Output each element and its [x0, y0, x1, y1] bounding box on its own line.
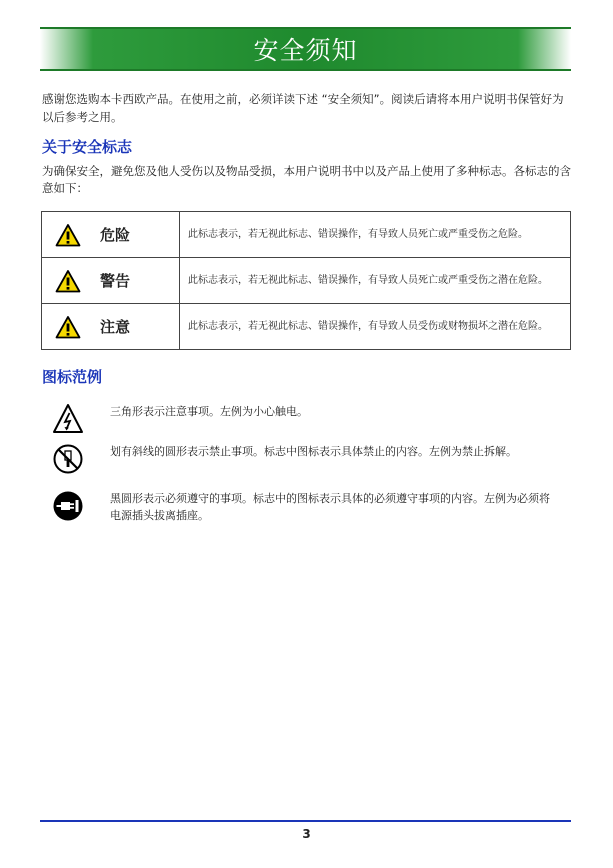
icon-example-item	[52, 490, 550, 522]
sign-label-warning: 警告	[100, 272, 131, 290]
icon-examples-heading: 图标范例	[42, 368, 103, 386]
table-row	[42, 304, 571, 350]
table-row	[42, 258, 571, 304]
icon-example-text: 黑圆形表示必须遵守的事项。标志中的图标表示具体的必须遵守事项的内容。左例为必须将电源插头拔离插座。	[110, 492, 550, 522]
footer-divider	[40, 820, 571, 822]
title-banner	[40, 27, 571, 71]
safety-marks-description: 为确保安全，避免您及他人受伤以及物品受损，本用户说明书中以及产品上使用了多种标志。各标志的含意如下：	[42, 164, 571, 195]
label-cell	[42, 212, 180, 258]
unplug-power-icon	[52, 490, 84, 522]
icon-example-item	[52, 403, 308, 435]
page-title: 安全须知	[253, 36, 358, 65]
table-row	[42, 212, 571, 258]
page-number: 3	[302, 827, 311, 841]
sign-label-caution: 注意	[100, 318, 131, 336]
safety-marks-table	[41, 211, 571, 350]
label-cell	[42, 304, 180, 350]
warning-triangle-icon	[55, 269, 81, 293]
sign-description-danger: 此标志表示，若无视此标志、错误操作，有导致人员死亡或严重受伤之危险。	[180, 212, 571, 258]
electric-shock-triangle-icon	[52, 403, 84, 435]
icon-example-item	[52, 443, 517, 475]
safety-marks-heading: 关于安全标志	[42, 138, 133, 156]
sign-description-warning: 此标志表示，若无视此标志、错误操作，有导致人员死亡或严重受伤之潜在危险。	[180, 258, 571, 304]
intro-paragraph: 感谢您选购本卡西欧产品。在使用之前，必须详读下述 “安全须知”。阅读后请将本用户说明书保管好为以后参考之用。	[42, 92, 564, 124]
sign-description-caution: 此标志表示，若无视此标志、错误操作，有导致人员受伤或财物损坏之潜在危险。	[180, 304, 571, 350]
icon-example-text: 划有斜线的圆形表示禁止事项。标志中图标表示具体禁止的内容。左例为禁止拆解。	[110, 445, 517, 458]
warning-triangle-icon	[55, 223, 81, 247]
sign-label-danger: 危险	[100, 226, 131, 244]
warning-triangle-icon	[55, 315, 81, 339]
icon-example-text: 三角形表示注意事项。左例为小心触电。	[110, 405, 308, 418]
label-cell	[42, 258, 180, 304]
no-disassembly-icon	[52, 443, 84, 475]
